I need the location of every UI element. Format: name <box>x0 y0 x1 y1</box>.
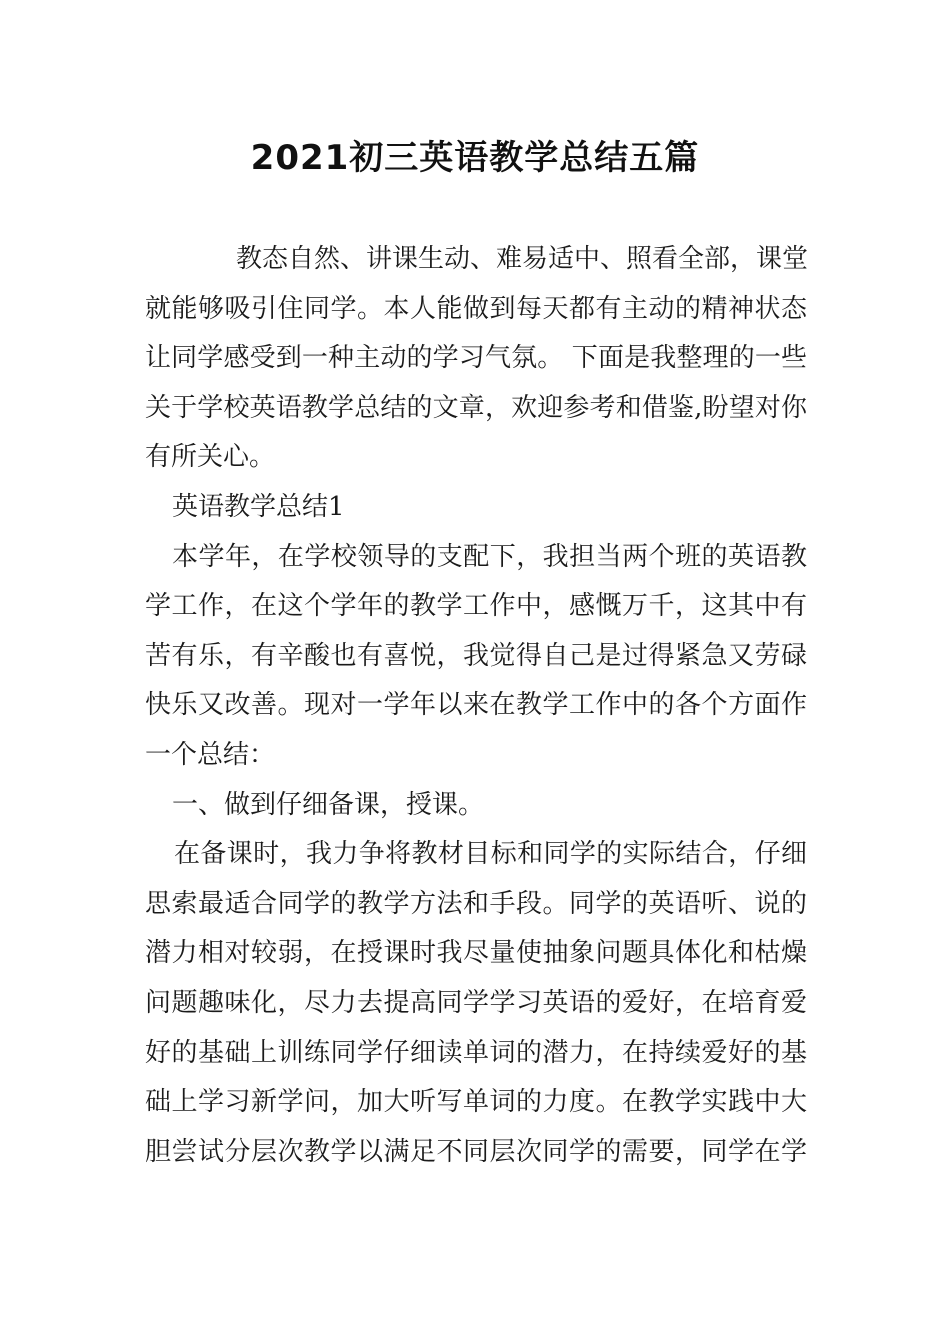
paragraph-line: 一个总结： <box>145 739 276 770</box>
paragraph-line: 学工作，在这个学年的教学工作中，感慨万千，这其中有 <box>145 591 807 622</box>
paragraph-line: 胆尝试分层次教学以满足不同层次同学的需要，同学在学 <box>145 1136 807 1167</box>
paragraph-line: 思索最适合同学的教学方法和手段。同学的英语听、说的 <box>145 888 807 919</box>
intro-line: 关于学校英语教学总结的文章，欢迎参考和借鉴,盼望对你 <box>145 392 807 423</box>
paragraph-line: 潜力相对较弱，在授课时我尽量使抽象问题具体化和枯燥 <box>145 938 807 969</box>
paragraph-line: 快乐又改善。现对一学年以来在教学工作中的各个方面作 <box>145 690 807 721</box>
intro-line: 让同学感受到一种主动的学习气氛。 下面是我整理的一些 <box>145 343 807 374</box>
paragraph-line: 好的基础上训练同学仔细读单词的潜力，在持续爱好的基 <box>145 1037 807 1068</box>
intro-line: 有所关心。 <box>145 442 276 473</box>
intro-line: 就能够吸引住同学。本人能做到每天都有主动的精神状态 <box>145 293 807 324</box>
paragraph-line: 本学年，在学校领导的支配下，我担当两个班的英语教 <box>172 541 807 572</box>
document-title: 2021初三英语教学总结五篇 <box>250 138 700 178</box>
paragraph-line: 苦有乐，有辛酸也有喜悦，我觉得自己是过得紧急又劳碌 <box>145 640 807 671</box>
paragraph-line: 在备课时，我力争将教材目标和同学的实际结合，仔细 <box>174 839 807 870</box>
intro-line: 教态自然、讲课生动、难易适中、照看全部，课堂 <box>236 244 809 274</box>
document-body <box>145 235 807 1177</box>
paragraph-line: 问题趣味化，尽力去提高同学学习英语的爱好，在培育爱 <box>145 987 807 1018</box>
paragraph-line: 础上学习新学问，加大听写单词的力度。在教学实践中大 <box>145 1087 807 1118</box>
section-heading: 英语教学总结1 <box>172 491 345 522</box>
subheading: 一、做到仔细备课，授课。 <box>172 789 485 820</box>
